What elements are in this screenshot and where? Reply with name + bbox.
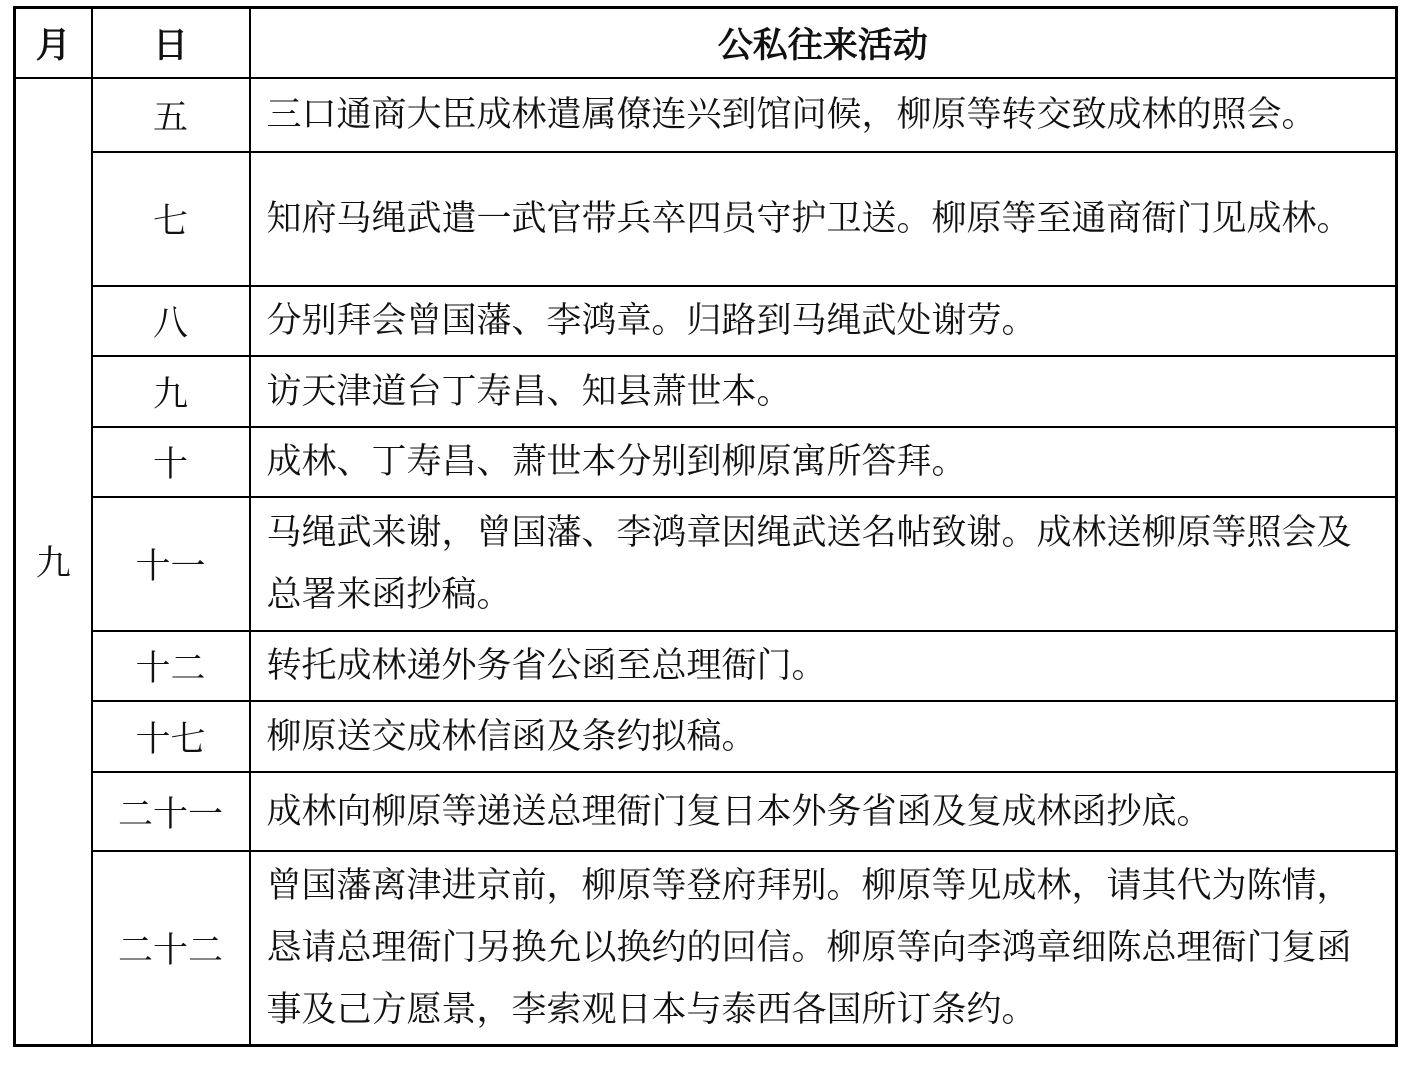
table-row — [15, 286, 1397, 356]
table-row — [15, 701, 1397, 772]
activity-cell: 成林、丁寿昌、萧世本分别到柳原寓所答拜。 — [250, 427, 1397, 497]
day-cell: 八 — [92, 286, 250, 356]
table-row — [15, 497, 1397, 631]
table-row — [15, 152, 1397, 286]
activity-cell: 三口通商大臣成林遣属僚连兴到馆问候，柳原等转交致成林的照会。 — [250, 78, 1397, 152]
day-cell: 十七 — [92, 701, 250, 772]
day-cell: 九 — [92, 356, 250, 427]
activity-cell: 柳原送交成林信函及条约拟稿。 — [250, 701, 1397, 772]
table-row — [15, 851, 1397, 1045]
day-cell: 二十二 — [92, 851, 250, 1045]
day-cell: 二十一 — [92, 772, 250, 851]
activity-cell: 曾国藩离津进京前，柳原等登府拜别。柳原等见成林，请其代为陈情，恳请总理衙门另换允以换约的回信。柳原等向李鸿章细陈总理衙门复函事及己方愿景，李索观日本与泰西各国所订条约。 — [250, 851, 1397, 1045]
header-activity: 公私往来活动 — [250, 8, 1397, 79]
table-row — [15, 631, 1397, 701]
activity-cell: 访天津道台丁寿昌、知县萧世本。 — [250, 356, 1397, 427]
header-row — [15, 8, 1397, 79]
activity-table — [13, 6, 1398, 1047]
activity-cell: 知府马绳武遣一武官带兵卒四员守护卫送。柳原等至通商衙门见成林。 — [250, 152, 1397, 286]
header-day: 日 — [92, 8, 250, 79]
activity-cell: 成林向柳原等递送总理衙门复日本外务省函及复成林函抄底。 — [250, 772, 1397, 851]
activity-cell: 分别拜会曾国藩、李鸿章。归路到马绳武处谢劳。 — [250, 286, 1397, 356]
month-cell: 九 — [15, 78, 92, 1045]
table-row — [15, 772, 1397, 851]
table-row — [15, 78, 1397, 152]
day-cell: 十二 — [92, 631, 250, 701]
day-cell: 七 — [92, 152, 250, 286]
activity-cell: 转托成林递外务省公函至总理衙门。 — [250, 631, 1397, 701]
header-month: 月 — [15, 8, 92, 79]
day-cell: 十一 — [92, 497, 250, 631]
table-row — [15, 427, 1397, 497]
table-row — [15, 356, 1397, 427]
activity-table-container — [13, 6, 1398, 1047]
activity-cell: 马绳武来谢，曾国藩、李鸿章因绳武送名帖致谢。成林送柳原等照会及总署来函抄稿。 — [250, 497, 1397, 631]
day-cell: 五 — [92, 78, 250, 152]
day-cell: 十 — [92, 427, 250, 497]
